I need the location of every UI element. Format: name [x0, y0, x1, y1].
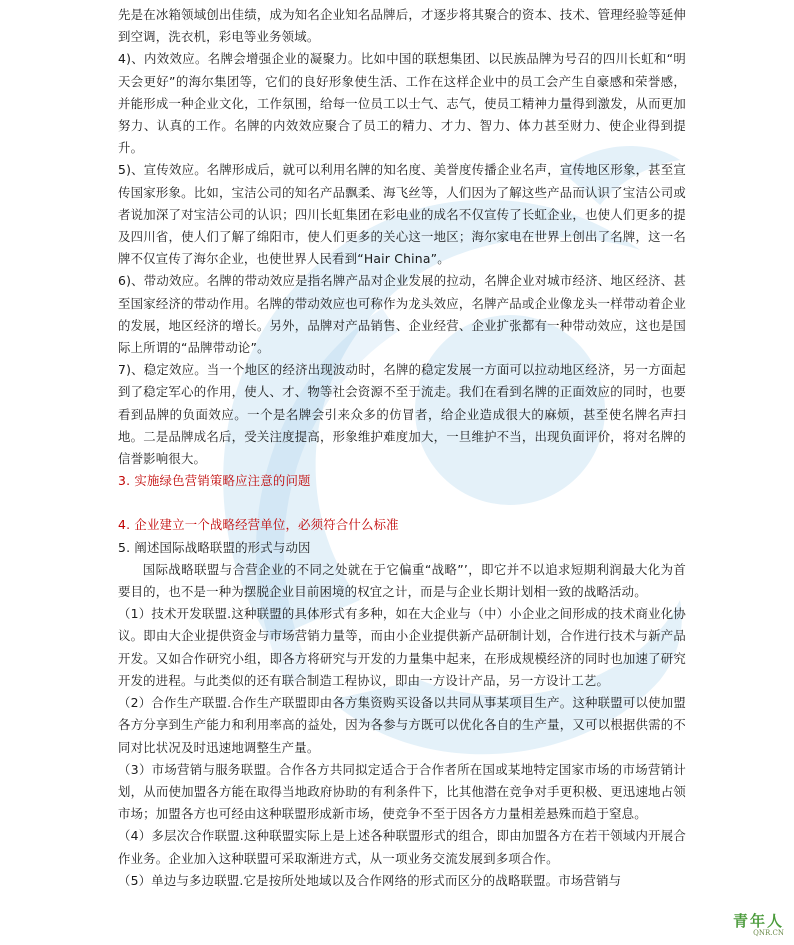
paragraph: 5)、宣传效应。名牌形成后，就可以利用名牌的知名度、美誉度传播企业名声，宣传地区形象，甚至宣传国家形象。比如，宝洁公司的知名产品飘柔、海飞丝等，人们因为了解这些产品而认识了宝洁公司或者说加深了对宝洁公司的认识；四川长虹集团在彩电业的成名不仅宣传了长虹企业，也使人们更多的提及四川省，使人们了解了绵阳市，使人们更多的关心这一地区；海尔家电在世界上创出了名牌，这一名牌不仅宣传了海尔企业，也使世界人民看到“Hair China”。: [118, 162, 686, 267]
brand-site: QNR.CN: [753, 929, 784, 937]
question-heading-5: 5. 阐述国际战略联盟的形式与动因: [118, 539, 311, 555]
alliance-item: （2）合作生产联盟.合作生产联盟即由各方集资购买设备以共同从事某项目生产。这种联盟可以使加盟各方分享到生产能力和利用率高的益处，因为各参与方既可以优化各自的生产量，又可以根据供需的不同对比状况及时迅速地调整生产量。: [118, 695, 686, 755]
alliance-item: （1）技术开发联盟.这种联盟的具体形式有多种，如在大企业与（中）小企业之间形成的技术商业化协议。即由大企业提供资金与市场营销力量等，而由小企业提供新产品研制计划，合作进行技术与新产品开发。又如合作研究小组，即各方将研究与开发的力量集中起来，在形成规模经济的同时也加速了研究开发的进程。与此类似的还有联合制造工程协议，即由一方设计产品，另一方设计工艺。: [118, 606, 686, 688]
site-brand-logo: [733, 910, 784, 937]
paragraph: 国际战略联盟与合营企业的不同之处就在于它偏重“战略”’，即它并不以追求短期利润最大化为首要目的，也不是一种为摆脱企业目前困境的权宜之计，而是与企业长期计划相一致的战略活动。: [118, 561, 686, 600]
alliance-item: （3）市场营销与服务联盟。合作各方共同拟定适合于合作者所在国或某地特定国家市场的市场营销计划，从而使加盟各方能在取得当地政府协助的有利条件下，比其他潜在竞争对手更积极、更迅速地占领市场；加盟各方也可经由这种联盟形成新市场，使竞争不至于因各方力量相差悬殊而趋于窒息。: [118, 761, 686, 822]
paragraph: 6)、带动效应。名牌的带动效应是指名牌产品对企业发展的拉动，名牌企业对城市经济、地区经济、甚至国家经济的带动作用。名牌的带动效应也可称作为龙头效应，名牌产品或企业像龙头一样带动着企业的发展，地区经济的增长。另外，品牌对产品销售、企业经营、企业扩张都有一种带动效应，这也是国际上所谓的“品牌带动论”。: [118, 273, 686, 356]
brand-name: 青年人: [732, 912, 784, 930]
blank-gap: [118, 492, 686, 514]
alliance-item: （4）多层次合作联盟.这种联盟实际上是上述各种联盟形式的组合，即由加盟各方在若干领域内开展合作业务。企业加入这种联盟可采取渐进方式，从一项业务交流发展到多项合作。: [118, 828, 686, 866]
question-heading-4: 4. 企业建立一个战略经营单位，必须符合什么标准: [118, 517, 399, 533]
alliance-item: （5）单边与多边联盟.它是按所处地域以及合作网络的形式而区分的战略联盟。市场营销与: [118, 872, 622, 888]
paragraph: 7)、稳定效应。当一个地区的经济出现波动时，名牌的稳定发展一方面可以拉动地区经济，另一方面起到了稳定军心的作用，使人、才、物等社会资源不至于流走。我们在看到名牌的正面效应的同时，也要看到品牌的负面效应。一个是名牌会引来众多的仿冒者，给企业造成很大的麻烦，甚至使名牌名声扫地。二是品牌成名后，受关注度提高，形象维护难度加大，一旦维护不当，出现负面评价，将对名牌的信誉影响很大。: [118, 362, 686, 467]
question-heading-3: 3. 实施绿色营销策略应注意的问题: [118, 473, 311, 489]
document-body: [118, 4, 686, 892]
paragraph: 4)、内效效应。名牌会增强企业的凝聚力。比如中国的联想集团、以民族品牌为号召的四川长虹和“明天会更好”的海尔集团等，它们的良好形象使生活、工作在这样企业中的员工会产生自豪感和荣誉感，并能形成一种企业文化，工作氛围，给每一位员工以士气、志气，使员工精神力量得到激发，从而更加努力、认真的工作。名牌的内效效应聚合了员工的精力、才力、智力、体力甚至财力、使企业得到提升。: [118, 51, 686, 156]
paragraph: 先是在冰箱领域创出佳绩，成为知名企业知名品牌后，才逐步将其聚合的资本、技术、管理经验等延伸到空调，洗衣机，彩电等业务领域。: [118, 7, 686, 45]
